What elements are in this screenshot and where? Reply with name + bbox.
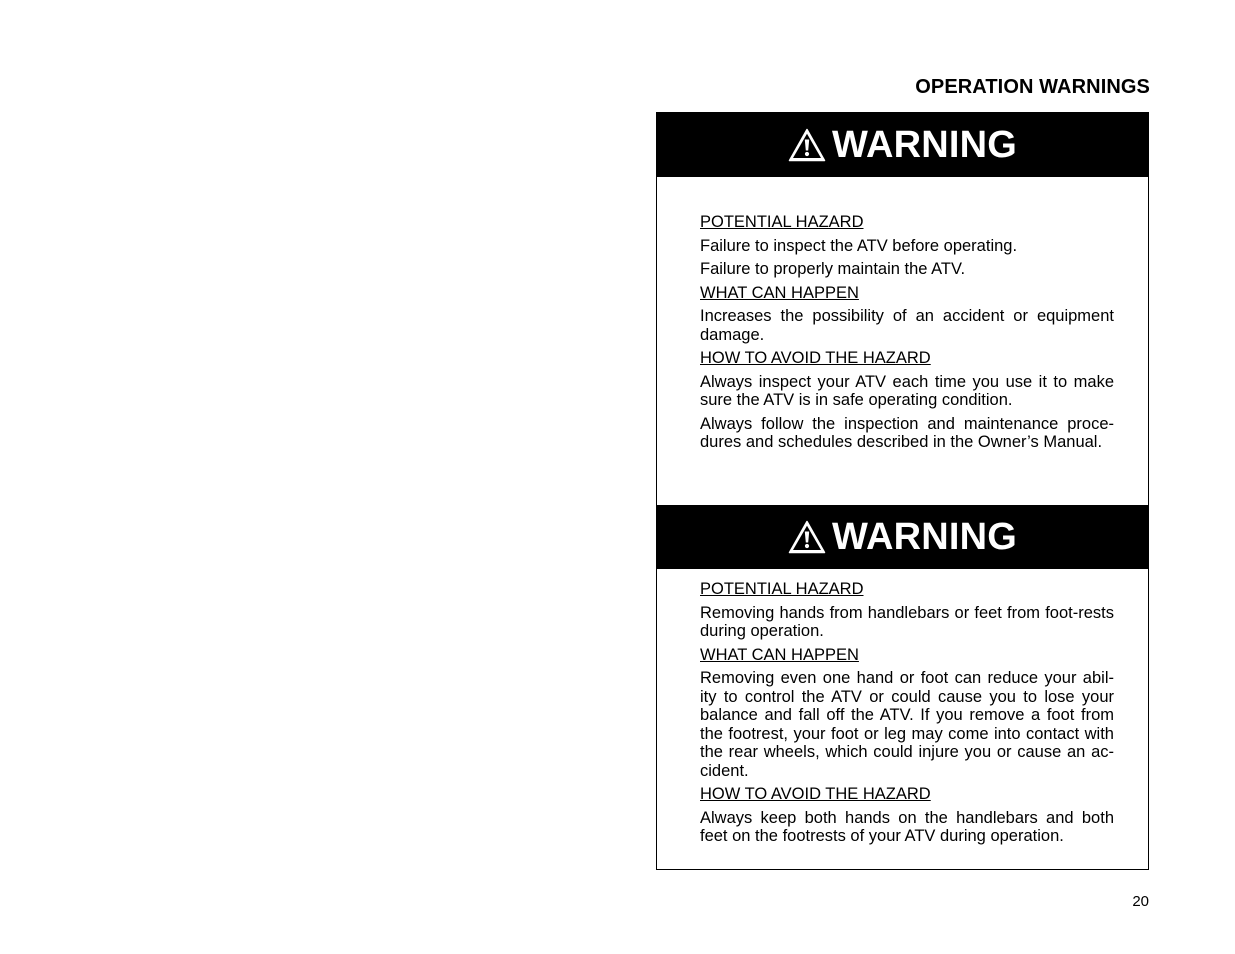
potential-hazard-heading: POTENTIAL HAZARD [700, 580, 864, 598]
section-title: OPERATION WARNINGS [915, 76, 1150, 98]
what-can-happen-heading: WHAT CAN HAPPEN [700, 283, 859, 302]
warning-content [700, 580, 1114, 851]
how-to-avoid-text: Always keep both hands on the handlebars and both feet on the footrests of your ATV during operation. [700, 808, 1114, 845]
what-can-happen-text: Removing even one hand or foot can reduce your abil-ity to control the ATV or could cause you to lose your balance and fall off the ATV. If you remove a foot from the footrest, your foot or leg may come into contact with the rear wheels, which could injure you or cause an ac-cident. [700, 669, 1114, 780]
how-to-avoid-heading: HOW TO AVOID THE HAZARD [700, 785, 931, 803]
warning-triangle-icon [788, 520, 826, 554]
what-can-happen-heading: WHAT CAN HAPPEN [700, 645, 859, 664]
warning-label: WARNING [831, 516, 1018, 558]
warning-header [657, 505, 1148, 569]
potential-hazard-heading: POTENTIAL HAZARD [700, 213, 864, 231]
warning-content [700, 213, 1114, 457]
potential-hazard-text: Removing hands from handlebars or feet from foot-rests during operation. [700, 603, 1114, 640]
page-number: 20 [1132, 893, 1149, 910]
how-to-avoid-heading: HOW TO AVOID THE HAZARD [700, 349, 931, 367]
warning-box [656, 112, 1149, 870]
warning-triangle-icon [788, 128, 826, 162]
warning-header [657, 113, 1148, 177]
how-to-avoid-text: Always follow the inspection and maintenance proce-dures and schedules described in the Owner’s Manual. [700, 414, 1114, 451]
potential-hazard-text: Failure to inspect the ATV before operating. [700, 236, 1018, 255]
how-to-avoid-text: Always inspect your ATV each time you use it to make sure the ATV is in safe operating condition. [700, 372, 1114, 409]
what-can-happen-text: Increases the possibility of an accident or equipment damage. [700, 307, 1114, 344]
warning-label: WARNING [831, 124, 1018, 166]
potential-hazard-text: Failure to properly maintain the ATV. [700, 260, 966, 278]
